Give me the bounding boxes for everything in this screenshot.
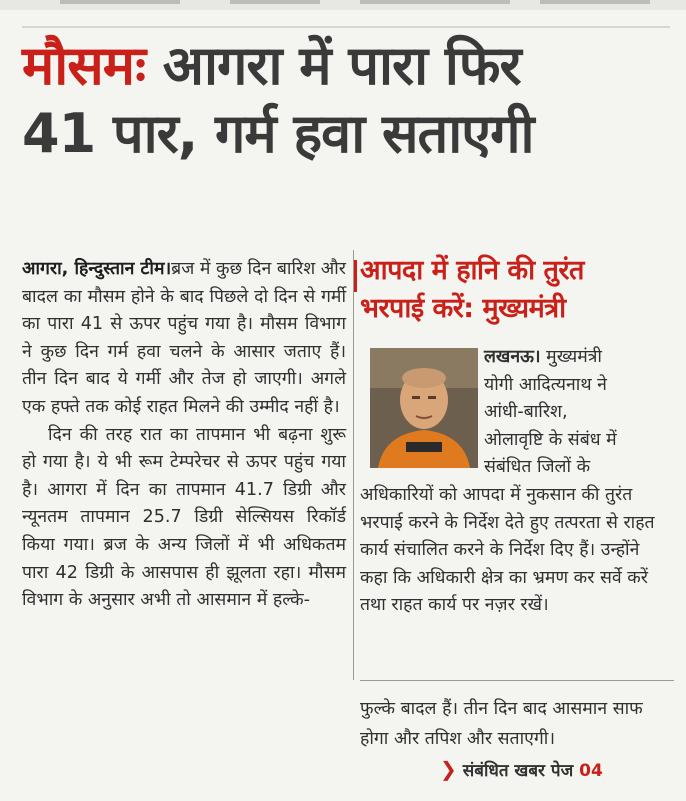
headline-line1: आगरा में पारा फिर (162, 34, 521, 97)
box-wrap-line: संबंधित जिलों के (484, 457, 591, 478)
main-headline (22, 30, 672, 170)
column-divider (353, 250, 354, 680)
box-wrap-line: ओलावृष्टि के संबंध में (484, 429, 617, 450)
cropped-text-fragment (360, 0, 510, 4)
related-page-number: 04 (579, 761, 603, 781)
box-accent-bar (354, 260, 357, 292)
main-story-column (22, 256, 346, 615)
box-story-text (360, 344, 670, 620)
main-story-para1 (22, 256, 346, 422)
para1-text: ब्रज में कुछ दिन बारिश और बादल का मौसम होने के बाद पिछले दो दिन से गर्मी का पारा 41 से ऊपर पहुंच गया है। मौसम विभाग ने कुछ दिन गर्म हवा चलने के आसार जताए हैं। तीन दिन बाद ये गर्मी और तेज हो जाएगी। अगले एक हफ्ते तक कोई राहत मिलने की उम्मीद नहीं है। (22, 259, 346, 417)
box-wrap-line: आंधी-बारिश, (484, 402, 568, 423)
box-dateline: लखनऊ। (484, 347, 541, 367)
box-headline (360, 252, 672, 328)
box-headline-line1: आपदा में हानि की तुरंत (360, 255, 584, 286)
continuation-column (360, 694, 674, 754)
main-story-para2: दिन की तरह रात का तापमान भी बढ़ना शुरू हो गया है। ये भी रूम टेम्परेचर से ऊपर पहुंच गया है। आगरा में दिन का तापमान 41.7 डिग्री और न्यूनतम तापमान 25.7 डिग्री सेल्सियस रिकॉर्ड किया गया। ब्रज के अन्य जिलों में भी अधिकतम पारा 42 डिग्री के आसपास ही झूलता रहा। मौसम विभाग के अनुसार अभी तो आसमान में हल्के- (22, 424, 346, 611)
main-story-continuation: फुल्के बादल हैं। तीन दिन बाद आसमान साफ होगा और तपिश और सताएगी। (360, 699, 643, 749)
cropped-text-fragment (60, 0, 180, 4)
box-wrap-line: लखनऊ। मुख्यमंत्री (484, 347, 602, 367)
box-headline-line2: भरपाई करें: मुख्यमंत्री (360, 293, 566, 324)
top-rule (22, 26, 670, 28)
box-bottom-rule (360, 680, 674, 681)
cropped-text-fragment (540, 0, 650, 4)
main-dateline: आगरा, हिन्दुस्तान टीम। (22, 259, 172, 279)
chevron-right-icon: ❯ (440, 757, 457, 781)
cropped-text-fragment (230, 0, 320, 4)
headline-kicker: मौसमः (22, 34, 145, 97)
headline-line2: 41 पार, गर्म हवा सताएगी (22, 102, 534, 165)
top-strip (0, 0, 686, 10)
sidebar-story-box (360, 252, 672, 662)
box-story-body: अधिकारियों को आपदा में नुकसान की तुरंत भरपाई करने के निर्देश देते हुए तत्परता से राहत कार्य संचालित करने के निर्देश दिए हैं। उन्होंने कहा कि अधिकारी क्षेत्र का भ्रमण कर सर्वे करें तथा राहत कार्य पर नज़र रखें। (360, 484, 655, 616)
related-label: संबंधित खबर पेज (462, 761, 574, 781)
related-news-link[interactable] (440, 757, 603, 781)
box-wrap-line: योगी आदित्यनाथ ने (484, 374, 607, 395)
